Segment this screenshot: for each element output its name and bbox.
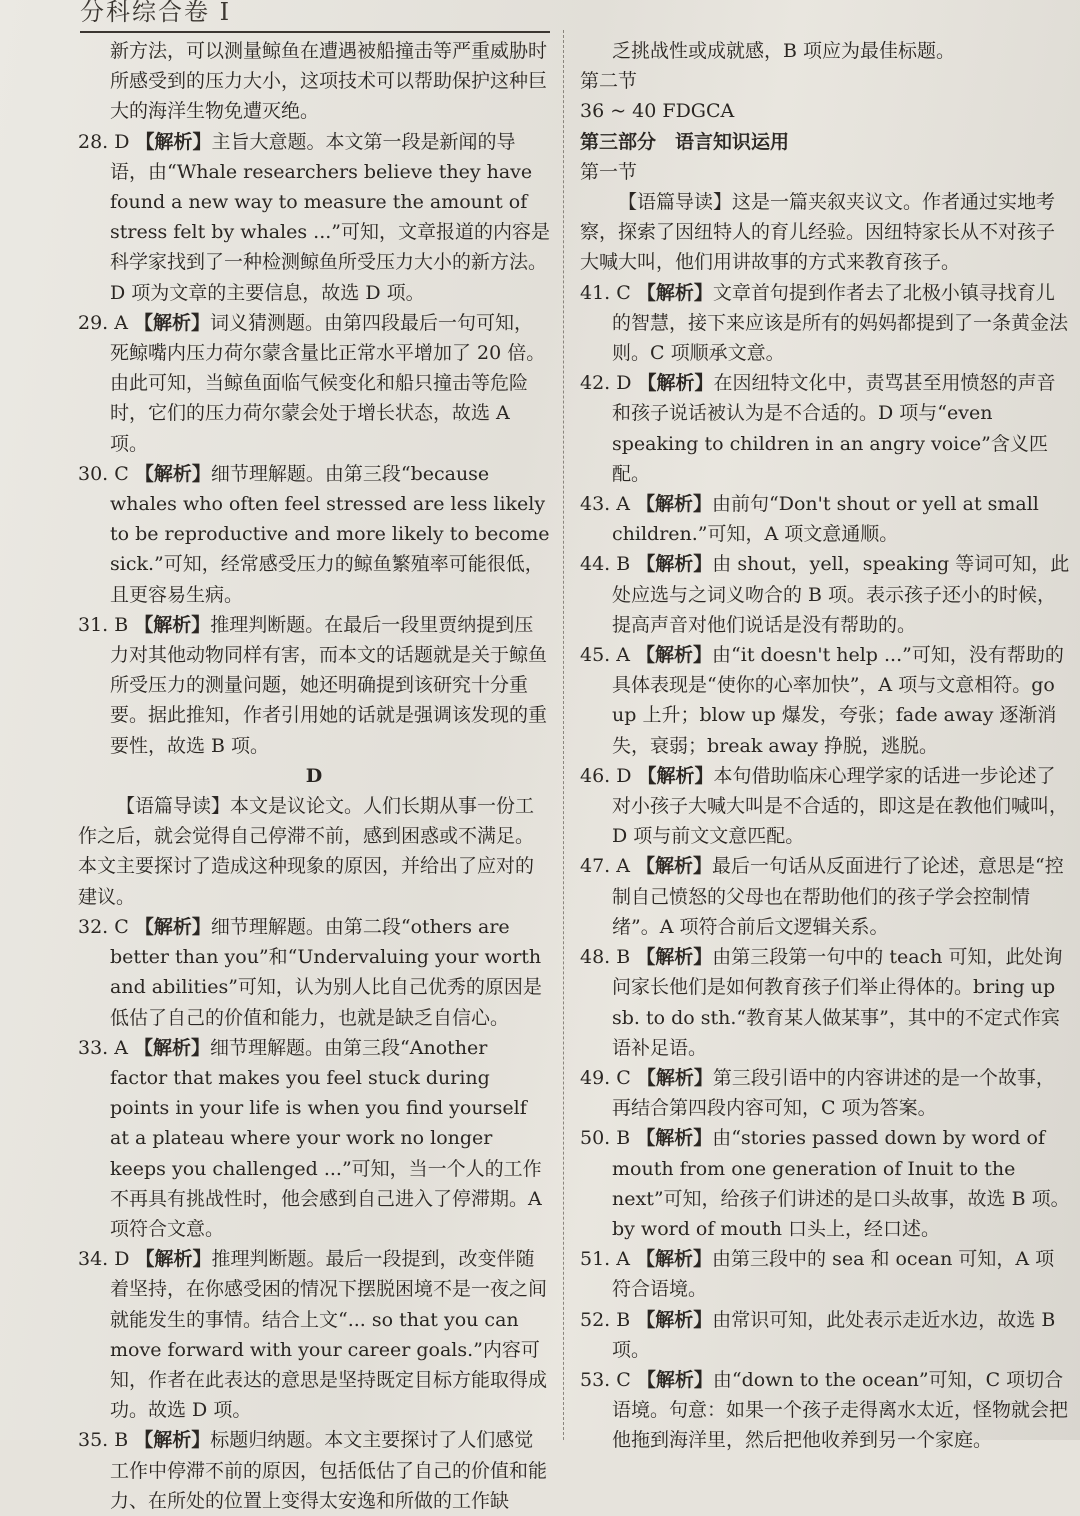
analysis-text: 词义猜测题。由第四段最后一句可知，死鲸嘴内压力荷尔蒙含量比正常水平增加了 20 倍。由此可知，当鲸鱼面临气候变化和船只撞击等危险时，它们的压力荷尔蒙会处于增长状态，故选 A 项。 [110, 311, 546, 455]
section-label: 第二节 [580, 70, 638, 93]
section-label: 36 ~ 40 FDGCA [580, 100, 735, 123]
answer-item [580, 761, 1070, 852]
answer-item [580, 640, 1070, 761]
analysis-tag: 【解析】 [636, 1248, 713, 1271]
analysis-text: 由“down to the ocean”可知，C 项切合语境。句意：如果一个孩子走得离水太近，怪物就会把他拖到海洋里，然后把他收养到另一个家庭。 [612, 1368, 1069, 1452]
analysis-text: 文章首句提到作者去了北极小镇寻找育儿的智慧，接下来应该是所有的妈妈都提到了一条黄金法则。C 项顺承文意。 [612, 281, 1069, 365]
analysis-tag: 【解析】 [135, 130, 212, 153]
analysis-tag: 【解析】 [636, 946, 713, 969]
left-column [78, 36, 550, 1516]
answer-number: 41. C [580, 281, 637, 304]
analysis-text: 由常识可知，此处表示走近水边，故选 B 项。 [612, 1308, 1056, 1361]
column-divider [563, 30, 564, 1440]
continued-text: 乏挑战性或成就感，B 项应为最佳标题。 [612, 40, 956, 62]
answer-number: 52. B [580, 1308, 637, 1331]
analysis-tag: 【解析】 [134, 915, 211, 938]
answer-number: 43. A [580, 493, 637, 516]
analysis-text: 由“it doesn't help ...”可知，没有帮助的具体表现是“使你的心率加快”，A 项与文意相符。go up 上升；blow up 爆发，夸张；fade away 逐渐消失，衰弱；break away 挣脱，逃脱。 [612, 644, 1064, 757]
analysis-text: 细节理解题。由第三段“Another factor that makes you feel stuck during points in your life is when you find yourself at a plateau where your work no longer keeps you challenged ...”可知，当一个人的工作不再具有挑战性时，他会感到自己进入了停滞期。A 项符合文意。 [110, 1036, 542, 1240]
answer-item [78, 459, 550, 610]
answer-number: 47. A [580, 855, 637, 878]
analysis-text: 主旨大意题。本文第一段是新闻的导语，由“Whale researchers believe they have found a new way to measure the amount of stress felt by whales ...”可知，文章报道的内容是科学家找到了一种检测鲸鱼所受压力大小的新方法。D 项为文章的主要信息，故选 D 项。 [110, 130, 550, 304]
answer-number: 30. C [78, 462, 135, 485]
analysis-tag: 【解析】 [637, 764, 714, 787]
analysis-tag: 【解析】 [134, 1429, 211, 1452]
analysis-text: 细节理解题。由第二段“others are better than you”和“Undervaluing your worth and abilities”可知，认为别人比自己优秀的原因是低估了自己的价值和能力，也就是缺乏自信心。 [110, 915, 542, 1029]
answer-number: 48. B [580, 946, 637, 969]
analysis-text: 细节理解题。由第三段“because whales who often feel stressed are less likely to be reproductive and more likely to become sick.”可知，经常感受压力的鲸鱼繁殖率可能很低，且更容易生病。 [110, 462, 550, 606]
answer-number: 53. C [580, 1368, 637, 1391]
answer-number: 31. B [78, 613, 135, 636]
answer-item [580, 942, 1070, 1063]
passage-guide: 【语篇导读】本文是议论文。人们长期从事一份工作之后，就会觉得自己停滞不前，感到困惑或不满足。本文主要探讨了造成这种现象的原因，并给出了应对的建议。 [78, 795, 535, 908]
analysis-text: 在因纽特文化中，责骂甚至用愤怒的声音和孩子说话被认为是不合适的。D 项与“even speaking to children in an angry voice”含义匹配。 [612, 372, 1056, 485]
analysis-tag: 【解析】 [636, 1066, 713, 1089]
answer-number: 51. A [580, 1248, 637, 1271]
answer-number: 45. A [580, 644, 637, 667]
answer-number: 33. A [78, 1036, 135, 1059]
answer-item [580, 1365, 1070, 1456]
analysis-text: 由前句“Don't shout or yell at small children.”可知，A 项文意通顺。 [612, 493, 1039, 546]
right-column [580, 36, 1070, 1456]
analysis-text: 推理判断题。在最后一段里贾纳提到压力对其他动物同样有害，而本文的话题就是关于鲸鱼所受压力的测量问题，她还明确提到该研究十分重要。据此推知，作者引用她的话就是强调该发现的重要性，故选 B 项。 [110, 613, 548, 757]
page-header: 分科综合卷 I [80, 0, 550, 33]
analysis-tag: 【解析】 [636, 493, 713, 516]
answer-item [78, 308, 550, 459]
answer-number: 46. D [580, 764, 638, 787]
section-label: 第一节 [580, 160, 638, 183]
answer-number: 32. C [78, 915, 135, 938]
continued-text: 新方法，可以测量鲸鱼在遭遇被船撞击等严重威胁时所感受到的压力大小，这项技术可以帮助保护这种巨大的海洋生物免遭灭绝。 [110, 40, 548, 123]
passage-guide: 【语篇导读】这是一篇夹叙夹议文。作者通过实地考察，探索了因纽特人的育儿经验。因纽特家长从不对孩子大喊大叫，他们用讲故事的方式来教育孩子。 [580, 191, 1056, 274]
answer-number: 35. B [78, 1429, 135, 1452]
analysis-text: 标题归纳题。本文主要探讨了人们感觉工作中停滞不前的原因，包括低估了自己的价值和能力、在所处的位置上变得太安逸和所做的工作缺 [110, 1429, 548, 1512]
answer-item [78, 610, 550, 761]
analysis-text: 由第三段第一句中的 teach 可知，此处询问家长他们是如何教育孩子们举止得体的。bring up sb. to do sth.“教育某人做某事”，其中的不定式作宾语补足语。 [612, 946, 1063, 1059]
answer-number: 49. C [580, 1066, 637, 1089]
answer-item [78, 1244, 550, 1425]
answer-number: 50. B [580, 1127, 637, 1150]
analysis-tag: 【解析】 [134, 462, 211, 485]
answer-item [78, 1033, 550, 1244]
answer-item [580, 1063, 1070, 1123]
answer-number: 44. B [580, 553, 637, 576]
answer-item [78, 1425, 550, 1516]
answer-item [580, 1244, 1070, 1304]
analysis-tag: 【解析】 [636, 553, 713, 576]
answer-item [580, 368, 1070, 489]
analysis-tag: 【解析】 [134, 1036, 211, 1059]
answer-number: 28. D [78, 130, 136, 153]
answer-number: 34. D [78, 1248, 136, 1271]
answer-item [580, 489, 1070, 549]
analysis-text: 由 shout，yell，speaking 等词可知，此处应选与之词义吻合的 B 项。表示孩子还小的时候，提高声音对他们说话是没有帮助的。 [612, 553, 1070, 636]
analysis-text: 由“stories passed down by word of mouth from one generation of Inuit to the next”可知，给孩子们讲述的是口头故事，故选 B 项。by word of mouth 口头上，经口述。 [612, 1127, 1070, 1240]
analysis-text: 由第三段中的 sea 和 ocean 可知，A 项符合语境。 [612, 1248, 1055, 1301]
analysis-text: 推理判断题。最后一段提到，改变伴随着坚持，在你感受困的情况下摆脱困境不是一夜之间就能发生的事情。结合上文“... so that you can move forward with your career goals.”内容可知，作者在此表达的意思是坚持既定目标方能取得成功。故选 D 项。 [110, 1248, 548, 1422]
analysis-tag: 【解析】 [636, 644, 713, 667]
analysis-tag: 【解析】 [135, 1248, 212, 1271]
analysis-tag: 【解析】 [134, 311, 211, 334]
analysis-tag: 【解析】 [636, 1308, 713, 1331]
analysis-text: 本句借助临床心理学家的话进一步论述了对小孩子大喊大叫是不合适的，即这是在教他们喊叫，D 项与前文文意匹配。 [612, 764, 1069, 848]
analysis-tag: 【解析】 [636, 855, 713, 878]
answer-item [580, 851, 1070, 942]
part-heading: 第三部分 语言知识运用 [580, 130, 790, 153]
analysis-tag: 【解析】 [636, 1127, 713, 1150]
answer-number: 42. D [580, 372, 638, 395]
analysis-tag: 【解析】 [134, 613, 211, 636]
answer-number: 29. A [78, 311, 135, 334]
analysis-tag: 【解析】 [636, 281, 713, 304]
section-letter: D [305, 764, 323, 787]
answer-item [580, 278, 1070, 369]
answer-item [78, 912, 550, 1033]
answer-item [78, 127, 550, 308]
answer-item [580, 549, 1070, 640]
analysis-tag: 【解析】 [637, 372, 714, 395]
analysis-tag: 【解析】 [636, 1368, 713, 1391]
answer-item [580, 1123, 1070, 1244]
answer-item [580, 1305, 1070, 1365]
analysis-text: 最后一句话从反面进行了论述，意思是“控制自己愤怒的父母也在帮助他们的孩子学会控制情绪”。A 项符合前后文逻辑关系。 [612, 855, 1064, 938]
analysis-text: 第三段引语中的内容讲述的是一个故事，再结合第四段内容可知，C 项为答案。 [612, 1066, 1055, 1120]
